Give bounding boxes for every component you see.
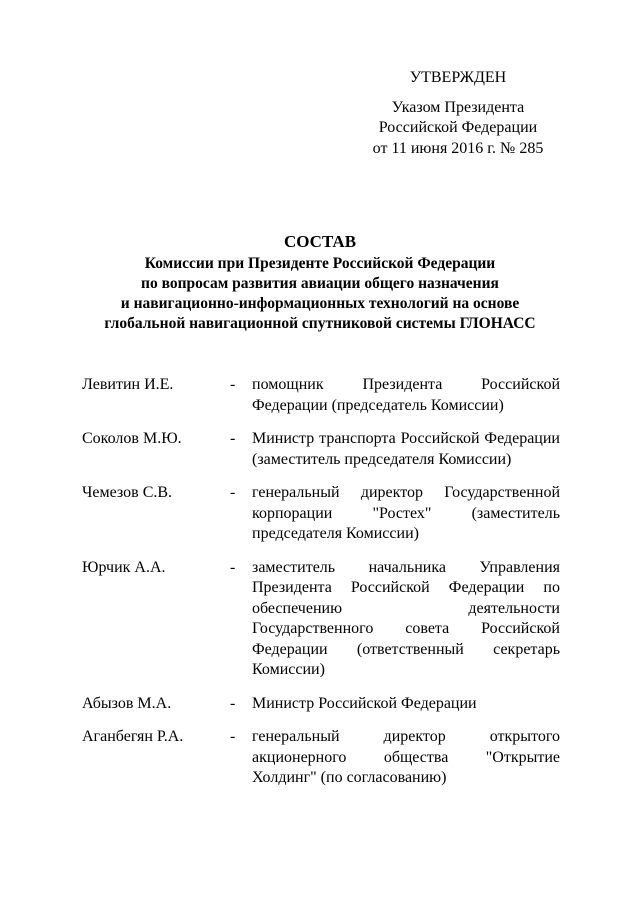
- approval-line-date: от 11 июня 2016 г. № 285: [372, 139, 544, 157]
- member-name: Абызов М.А.: [82, 694, 172, 712]
- document-title: СОСТАВ: [283, 232, 357, 251]
- member-role: Министр транспорта Российской Федерации (заместитель председателя Комиссии): [252, 430, 560, 468]
- member-name: Левитин И.Е.: [82, 376, 174, 393]
- member-name: Соколов М.Ю.: [82, 430, 182, 447]
- member-row: [82, 429, 560, 470]
- approval-line-decree: Указом Президента: [391, 98, 525, 116]
- member-role: Министр Российской Федерации: [252, 694, 477, 712]
- member-dash: -: [230, 484, 236, 501]
- member-role: помощник Президента Российской Федерации (председатель Комиссии): [252, 376, 560, 414]
- document-subtitle-line-4: глобальной навигационной спутниковой системы ГЛОНАСС: [104, 315, 536, 332]
- member-name: Аганбегян Р.А.: [82, 728, 184, 745]
- member-list: [82, 375, 560, 789]
- approval-stamp: УТВЕРЖДЕН: [409, 69, 507, 86]
- document-subtitle-line-1: Комиссии при Президенте Российской Федерации: [144, 255, 496, 272]
- document-subtitle-line-3: и навигационно-информационных технологий на основе: [120, 295, 520, 312]
- member-role: генеральный директор Государственной корпорации "Ростех" (заместитель председателя Комиссии): [252, 484, 560, 542]
- member-dash: -: [230, 694, 236, 712]
- member-row: [82, 375, 560, 416]
- member-dash: -: [230, 558, 236, 576]
- member-name: Юрчик А.А.: [82, 558, 166, 576]
- approval-line-country: Российской Федерации: [378, 119, 538, 136]
- member-name: Чемезов С.В.: [82, 484, 173, 501]
- member-row: [82, 558, 560, 681]
- member-dash: -: [230, 430, 236, 447]
- document-subtitle-line-2: по вопросам развития авиации общего назначения: [141, 275, 499, 292]
- member-row: [82, 483, 560, 545]
- document-heading: [60, 232, 580, 334]
- approval-block: [358, 68, 558, 159]
- member-row: [82, 694, 560, 715]
- member-role: генеральный директор открытого акционерного общества "Открытие Холдинг" (по согласованию): [252, 728, 560, 786]
- member-role: заместитель начальника Управления Президента Российской Федерации по обеспечению деятельности Государственного совета Российской Федерации (ответственный секретарь Комиссии): [252, 558, 560, 678]
- member-dash: -: [230, 728, 236, 745]
- member-row: [82, 727, 560, 789]
- member-dash: -: [230, 376, 236, 393]
